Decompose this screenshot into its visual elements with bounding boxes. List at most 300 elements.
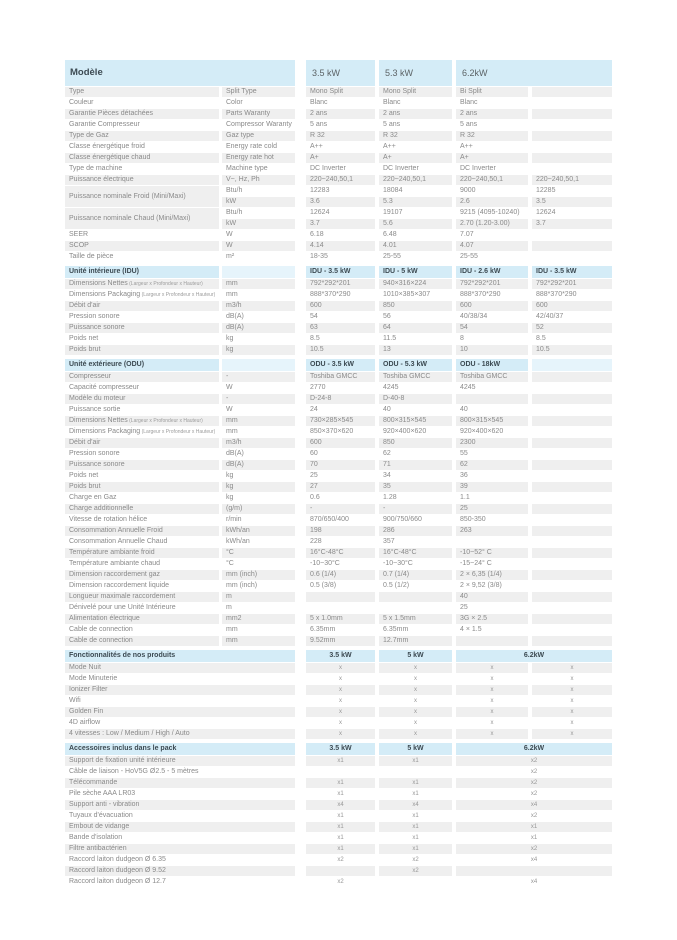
row-value: 850×370×620 — [306, 427, 375, 437]
row-label: Débit d'air — [65, 438, 219, 448]
row-value: 5 ans — [379, 120, 452, 130]
table-row — [65, 729, 612, 739]
section-title: Fonctionnalités de nos produits — [65, 650, 295, 662]
row-value: DC Inverter — [379, 164, 452, 174]
row-unit: Split Type — [222, 87, 295, 97]
feature-mark: x — [532, 729, 612, 739]
row-label: Consommation Annuelle Froid — [65, 526, 219, 536]
row-label: Puissance nominale Froid (Mini/Maxi) — [65, 186, 219, 207]
row-value: 8.5 — [532, 334, 612, 344]
row-value: Bi Split — [456, 87, 528, 97]
pack-qty: x1 — [306, 822, 375, 832]
row-value: 62 — [456, 460, 528, 470]
row-value: 9215 (4095-10240) — [456, 208, 528, 218]
table-row — [65, 98, 612, 108]
feature-mark: x — [532, 663, 612, 673]
row-value — [532, 625, 612, 635]
row-value: A++ — [379, 142, 452, 152]
row-value — [456, 394, 528, 404]
pack-qty: x4 — [379, 800, 452, 810]
row-label: Télécommande — [65, 778, 295, 788]
row-value: 2 × 6,35 (1/4) — [456, 570, 528, 580]
pack-qty: x2 — [306, 855, 375, 865]
row-value — [456, 537, 528, 547]
row-label: Pression sonore — [65, 449, 219, 459]
table-row — [65, 109, 612, 119]
table-row — [65, 460, 612, 470]
row-value: 12624 — [306, 208, 375, 218]
row-value — [532, 241, 612, 251]
row-label: Poids net — [65, 334, 219, 344]
row-value: 4.01 — [379, 241, 452, 251]
section-col-header: 6.2kW — [456, 743, 612, 755]
row-value: 2 ans — [306, 109, 375, 119]
row-value: 5.6 — [379, 219, 452, 229]
row-value: Blanc — [306, 98, 375, 108]
row-value: 4.14 — [306, 241, 375, 251]
row-unit: mm — [222, 636, 295, 646]
row-value: -10~30°C — [306, 559, 375, 569]
row-value: 0.6 (1/4) — [306, 570, 375, 580]
row-label: Pile sèche AAA LR03 — [65, 789, 295, 799]
row-value — [532, 109, 612, 119]
model-col-3-5kw: 3.5 kW — [306, 60, 375, 86]
row-value: 0.5 (1/2) — [379, 581, 452, 591]
row-value: 35 — [379, 482, 452, 492]
row-value: 16°C-48°C — [306, 548, 375, 558]
pack-qty: x2 — [456, 811, 612, 821]
pack-qty: x1 — [456, 833, 612, 843]
row-value — [532, 153, 612, 163]
section-title: Unité extérieure (ODU) — [65, 359, 219, 371]
row-value: 3.7 — [306, 219, 375, 229]
row-unit: mm — [222, 416, 295, 426]
table-row — [65, 866, 612, 876]
row-value — [532, 559, 612, 569]
row-label: Débit d'air — [65, 301, 219, 311]
row-label: Bande d'isolation — [65, 833, 295, 843]
row-value: 4245 — [456, 383, 528, 393]
row-value: 792*292*201 — [306, 279, 375, 289]
row-unit: mm — [222, 279, 295, 289]
section-col-header: IDU - 3.5 kW — [306, 266, 375, 278]
row-unit: Btu/h — [222, 186, 295, 196]
table-row — [65, 548, 612, 558]
pack-qty: x1 — [379, 789, 452, 799]
row-label: Puissance électrique — [65, 175, 219, 185]
row-label: Garantie Compresseur — [65, 120, 219, 130]
row-label: Couleur — [65, 98, 219, 108]
pack-qty — [306, 767, 375, 777]
row-value: 34 — [379, 471, 452, 481]
row-value: 25-55 — [456, 252, 528, 262]
row-unit: °C — [222, 559, 295, 569]
feature-mark: x — [456, 674, 528, 684]
row-value: 920×400×620 — [379, 427, 452, 437]
row-label: Classe énergétique froid — [65, 142, 219, 152]
section-col-header: ODU - 18kW — [456, 359, 528, 371]
row-value: 850-350 — [456, 515, 528, 525]
table-row — [65, 663, 612, 673]
feature-mark: x — [379, 674, 452, 684]
table-row — [65, 87, 612, 97]
table-row — [65, 614, 612, 624]
row-label: Cable de connection — [65, 636, 219, 646]
row-value: -10~52° C — [456, 548, 528, 558]
table-sections — [65, 87, 612, 887]
row-unit: kW — [222, 219, 295, 229]
row-value: 13 — [379, 345, 452, 355]
row-value: 40 — [379, 405, 452, 415]
row-label: Embout de vidange — [65, 822, 295, 832]
pack-qty: x2 — [456, 767, 612, 777]
row-value — [532, 405, 612, 415]
table-row — [65, 241, 612, 251]
row-value: Toshiba GMCC — [379, 372, 452, 382]
row-value: 25 — [306, 471, 375, 481]
row-value: 9.52mm — [306, 636, 375, 646]
row-value — [532, 416, 612, 426]
row-value: 10.5 — [306, 345, 375, 355]
feature-mark: x — [306, 718, 375, 728]
model-col-6-2kw: 6.2kW — [456, 60, 612, 86]
section-col-header: 5 kW — [379, 743, 452, 755]
pack-qty: x2 — [306, 877, 375, 887]
row-unit: Parts Waranty — [222, 109, 295, 119]
pack-qty: x1 — [306, 756, 375, 766]
section-col-header: ODU - 3.5 kW — [306, 359, 375, 371]
row-value — [532, 383, 612, 393]
row-value: Blanc — [456, 98, 528, 108]
feature-mark: x — [379, 707, 452, 717]
row-value: 40/38/34 — [456, 312, 528, 322]
pack-qty: x1 — [379, 822, 452, 832]
feature-mark: x — [532, 685, 612, 695]
row-unit: kWh/an — [222, 526, 295, 536]
row-value — [379, 603, 452, 613]
table-row — [65, 855, 612, 865]
row-value: 18084 — [379, 186, 452, 196]
row-label-note: (Largeur x Profondeur x Hauteur) — [127, 281, 203, 287]
table-row — [65, 416, 612, 426]
row-value — [532, 581, 612, 591]
pack-qty — [456, 866, 612, 876]
row-label: Câble de liaison - HoV5G Ø2.5 - 5 mètres — [65, 767, 295, 777]
row-value: 220~240,50,1 — [306, 175, 375, 185]
row-value: 286 — [379, 526, 452, 536]
row-unit: kg — [222, 471, 295, 481]
table-row — [65, 312, 612, 322]
table-row — [65, 800, 612, 810]
row-label: Puissance sonore — [65, 323, 219, 333]
table-row — [65, 230, 612, 240]
section-3 — [65, 359, 612, 646]
row-value: R 32 — [456, 131, 528, 141]
table-row — [65, 756, 612, 766]
row-value: 8.5 — [306, 334, 375, 344]
feature-mark: x — [456, 663, 528, 673]
row-unit: m3/h — [222, 301, 295, 311]
row-unit: dB(A) — [222, 312, 295, 322]
row-label: Pression sonore — [65, 312, 219, 322]
table-row — [65, 405, 612, 415]
row-value: 5 ans — [456, 120, 528, 130]
row-value: A+ — [306, 153, 375, 163]
row-value: 850 — [379, 438, 452, 448]
row-value: 12283 — [306, 186, 375, 196]
row-value: 792*292*201 — [456, 279, 528, 289]
row-value: 792*292*201 — [532, 279, 612, 289]
row-label: Tuyaux d'évacuation — [65, 811, 295, 821]
row-unit: mm — [222, 290, 295, 300]
row-label: Support anti - vibration — [65, 800, 295, 810]
row-value: 3G × 2.5 — [456, 614, 528, 624]
row-value: 600 — [306, 438, 375, 448]
row-unit: r/min — [222, 515, 295, 525]
row-value: 2 × 9,52 (3/8) — [456, 581, 528, 591]
pack-qty: x2 — [379, 866, 452, 876]
table-row — [65, 301, 612, 311]
row-value: 11.5 — [379, 334, 452, 344]
row-label: Dimension raccordement liquide — [65, 581, 219, 591]
row-value: 2.70 (1.20-3.00) — [456, 219, 528, 229]
row-value: 0.5 (3/8) — [306, 581, 375, 591]
row-unit: - — [222, 372, 295, 382]
row-label: Poids brut — [65, 482, 219, 492]
table-row — [65, 767, 612, 777]
table-row — [65, 603, 612, 613]
row-label: Capacité compresseur — [65, 383, 219, 393]
table-row — [65, 153, 612, 163]
section-col-header: ODU - 5.3 kW — [379, 359, 452, 371]
row-value: 263 — [456, 526, 528, 536]
row-value — [456, 636, 528, 646]
section-2 — [65, 266, 612, 355]
pack-qty: x1 — [379, 811, 452, 821]
table-row — [65, 811, 612, 821]
row-value: 6.35mm — [306, 625, 375, 635]
row-label: Type de Gaz — [65, 131, 219, 141]
row-label: 4 vitesses : Low / Medium / High / Auto — [65, 729, 295, 739]
feature-mark: x — [306, 707, 375, 717]
row-value: 4 × 1.5 — [456, 625, 528, 635]
pack-qty: x2 — [456, 778, 612, 788]
row-value — [532, 427, 612, 437]
section-title: Accessoires inclus dans le pack — [65, 743, 295, 755]
row-value: 54 — [306, 312, 375, 322]
row-value — [306, 603, 375, 613]
section-header — [65, 359, 612, 371]
row-value — [532, 252, 612, 262]
table-row — [65, 345, 612, 355]
section-col-header: 5 kW — [379, 650, 452, 662]
feature-mark: x — [306, 685, 375, 695]
section-header — [65, 743, 612, 755]
row-label: Garantie Pièces détachées — [65, 109, 219, 119]
pack-qty: x1 — [306, 789, 375, 799]
row-unit: m — [222, 592, 295, 602]
row-label: Dénivelé pour une Unité Intérieure — [65, 603, 219, 613]
group-subrows — [222, 208, 612, 229]
pack-qty: x4 — [456, 877, 612, 887]
row-unit: Machine type — [222, 164, 295, 174]
pack-qty: x2 — [456, 844, 612, 854]
row-unit: mm — [222, 625, 295, 635]
row-value: A+ — [456, 153, 528, 163]
row-value: R 32 — [306, 131, 375, 141]
row-value: D-40-8 — [379, 394, 452, 404]
feature-mark: x — [532, 696, 612, 706]
row-label: Type de machine — [65, 164, 219, 174]
row-value — [532, 120, 612, 130]
row-value: 5 x 1.5mm — [379, 614, 452, 624]
table-row — [65, 515, 612, 525]
row-label: Charge en Gaz — [65, 493, 219, 503]
pack-qty: x1 — [379, 778, 452, 788]
row-value — [532, 515, 612, 525]
model-title: Modèle — [65, 60, 295, 86]
row-value: A+ — [379, 153, 452, 163]
row-value: 0.7 (1/4) — [379, 570, 452, 580]
row-label-note: (Largeur x Profondeur x Hauteur) — [140, 429, 216, 435]
row-label: Poids brut — [65, 345, 219, 355]
row-unit: dB(A) — [222, 323, 295, 333]
table-row — [65, 279, 612, 289]
table-row — [65, 526, 612, 536]
row-value: 2300 — [456, 438, 528, 448]
row-label: Raccord laiton dudgeon Ø 9.52 — [65, 866, 295, 876]
row-value: 3.5 — [532, 197, 612, 207]
row-unit: kg — [222, 345, 295, 355]
pack-qty: x1 — [379, 833, 452, 843]
row-value: 800×315×545 — [456, 416, 528, 426]
section-col-header: IDU - 2.6 kW — [456, 266, 528, 278]
pack-qty: x1 — [379, 844, 452, 854]
row-label: SCOP — [65, 241, 219, 251]
table-row — [222, 208, 612, 218]
table-row — [65, 822, 612, 832]
row-value: 2 ans — [379, 109, 452, 119]
row-value: 6.35mm — [379, 625, 452, 635]
row-value: 5.3 — [379, 197, 452, 207]
table-row — [65, 252, 612, 262]
row-value: R 32 — [379, 131, 452, 141]
row-value: 55 — [456, 449, 528, 459]
row-value: 2770 — [306, 383, 375, 393]
row-value — [532, 570, 612, 580]
row-unit: (g/m) — [222, 504, 295, 514]
pack-qty — [379, 877, 452, 887]
row-value: 25-55 — [379, 252, 452, 262]
row-value — [532, 526, 612, 536]
table-row — [65, 581, 612, 591]
row-value: DC Inverter — [456, 164, 528, 174]
pack-qty: x2 — [456, 756, 612, 766]
feature-mark: x — [532, 707, 612, 717]
row-value: 870/650/400 — [306, 515, 375, 525]
feature-mark: x — [306, 674, 375, 684]
row-unit: Energy rate cold — [222, 142, 295, 152]
row-value: 888*370*290 — [532, 290, 612, 300]
row-unit: kW — [222, 197, 295, 207]
row-label: Taille de pièce — [65, 252, 219, 262]
row-label: Mode Nuit — [65, 663, 295, 673]
row-value: Mono Split — [306, 87, 375, 97]
row-value — [532, 449, 612, 459]
row-unit: m3/h — [222, 438, 295, 448]
feature-mark: x — [456, 729, 528, 739]
row-value: 730×285×545 — [306, 416, 375, 426]
row-value: -10~30°C — [379, 559, 452, 569]
row-value: D-24-8 — [306, 394, 375, 404]
row-value: 24 — [306, 405, 375, 415]
row-unit: m² — [222, 252, 295, 262]
row-label-note: (Largeur x Profondeur x Hauteur) — [140, 292, 216, 298]
feature-mark: x — [532, 718, 612, 728]
row-label: SEER — [65, 230, 219, 240]
row-value — [532, 537, 612, 547]
row-value: 600 — [306, 301, 375, 311]
row-label: Puissance nominale Chaud (Mini/Maxi) — [65, 208, 219, 229]
row-unit: W — [222, 383, 295, 393]
row-value: 25 — [456, 603, 528, 613]
table-row — [65, 833, 612, 843]
row-unit: Energy rate hot — [222, 153, 295, 163]
table-header-model — [65, 60, 612, 86]
row-label: Wifi — [65, 696, 295, 706]
row-value: Toshiba GMCC — [306, 372, 375, 382]
row-value — [532, 142, 612, 152]
table-row — [65, 493, 612, 503]
table-row — [65, 120, 612, 130]
row-value — [532, 131, 612, 141]
pack-qty: x1 — [456, 822, 612, 832]
row-value: 2 ans — [456, 109, 528, 119]
feature-mark: x — [456, 718, 528, 728]
table-row — [65, 175, 612, 185]
row-value: 8 — [456, 334, 528, 344]
row-value: 6.48 — [379, 230, 452, 240]
row-unit: W — [222, 241, 295, 251]
row-value: 900/750/660 — [379, 515, 452, 525]
table-row — [222, 219, 612, 229]
section-col-header: 3.5 kW — [306, 650, 375, 662]
row-unit: °C — [222, 548, 295, 558]
row-unit: mm — [222, 427, 295, 437]
row-label: Raccord laiton dudgeon Ø 12.7 — [65, 877, 295, 887]
row-value: 600 — [456, 301, 528, 311]
table-row — [65, 290, 612, 300]
table-row — [65, 685, 612, 695]
row-value — [532, 614, 612, 624]
row-value: 3.6 — [306, 197, 375, 207]
row-label: Golden Fin — [65, 707, 295, 717]
pack-qty: x2 — [456, 789, 612, 799]
row-label: Dimensions Packaging (Largeur x Profondeur x Hauteur) — [65, 427, 219, 437]
row-value: 600 — [532, 301, 612, 311]
row-label-note: (Largeur x Profondeur x Hauteur) — [127, 418, 203, 424]
pack-qty: x4 — [456, 855, 612, 865]
row-value: 5 ans — [306, 120, 375, 130]
table-row — [65, 164, 612, 174]
row-value — [532, 592, 612, 602]
table-row — [65, 482, 612, 492]
feature-mark: x — [456, 685, 528, 695]
table-row — [65, 504, 612, 514]
section-col-header: 6.2kW — [456, 650, 612, 662]
row-unit: W — [222, 405, 295, 415]
row-label: Filtre antibactérien — [65, 844, 295, 854]
